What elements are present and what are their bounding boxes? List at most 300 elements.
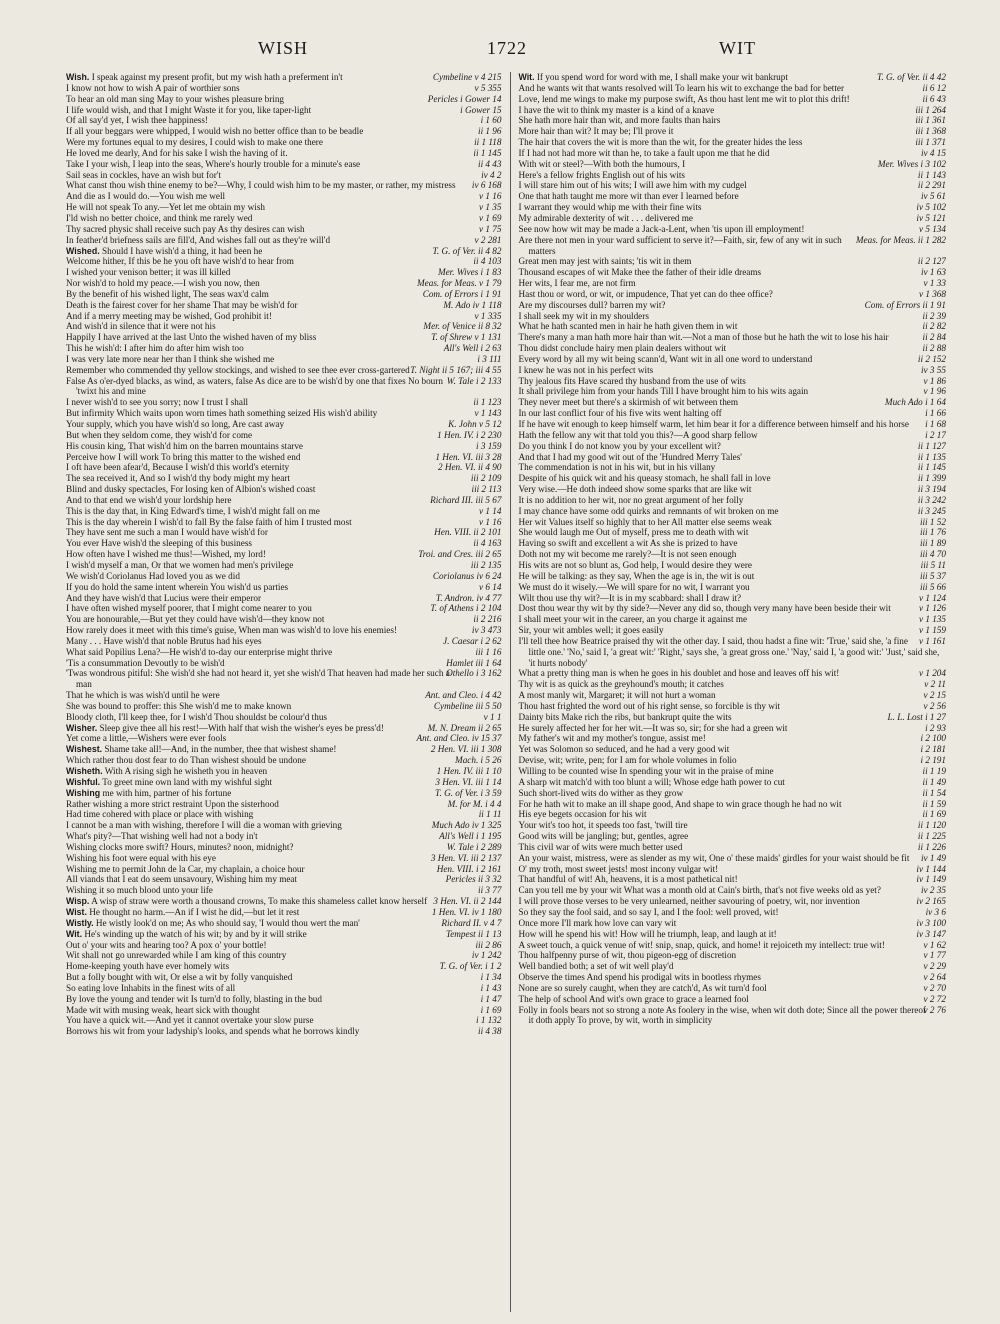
entry-reference: ii 4 38 [478, 1026, 502, 1037]
concordance-entry [66, 929, 502, 940]
entry-headword: Wished. [66, 245, 100, 256]
concordance-entry [66, 1005, 502, 1016]
entry-reference: ii 1 49 [922, 776, 946, 787]
concordance-entry [66, 462, 502, 473]
entry-reference: Pericles i Gower 14 [427, 93, 502, 104]
entry-quotation: To greet mine own land with my wishful sight [102, 776, 273, 787]
concordance-entry [66, 712, 502, 723]
concordance-entry [519, 712, 947, 723]
entry-quotation: You ever Have wish'd the sleeping of this business [66, 538, 252, 549]
entry-quotation: And wish'd in silence that it were not his [66, 321, 216, 332]
entry-reference: ii 2 216 [473, 614, 502, 625]
entry-quotation: Wilt thou use thy wit?—It is in my scabbard: shall I draw it? [518, 592, 742, 603]
entry-reference: 3 Hen. VI. ii 2 144 [433, 896, 502, 907]
entry-reference: ii 2 39 [922, 310, 946, 321]
entry-quotation: This he wish'd: I after him do after him wish too [66, 343, 244, 354]
entry-quotation: How rarely does it meet with this time's guise, When man was wish'd to love his enemies! [66, 625, 398, 636]
entry-quotation: I speak against my present profit, but my wish hath a preferment in't [91, 72, 343, 82]
entry-quotation: I oft have been afear'd, Because I wish'd this world's eternity [66, 462, 290, 473]
entry-quotation: What canst thou wish thine enemy to be?—Why, I could wish him to be my master, or rather, my mistress [66, 180, 456, 191]
concordance-entry [66, 853, 502, 864]
entry-reference: ii 1 59 [922, 798, 946, 809]
entry-quotation: Are my discourses dull? barren my wit? [518, 299, 666, 310]
entry-quotation: To hear an old man sing May to your wishes pleasure bring [66, 93, 285, 104]
concordance-entry [519, 809, 947, 820]
concordance-entry [519, 170, 947, 181]
entry-quotation: Remember who commended thy yellow stockings, and wished to see thee ever cross-gartered [66, 364, 410, 375]
concordance-entry [519, 419, 947, 430]
concordance-entry [66, 723, 502, 734]
entry-reference: i 1 47 [480, 993, 502, 1004]
concordance-entry [519, 614, 947, 625]
concordance-entry [66, 408, 502, 419]
entry-quotation: He will not speak To any.—Yet let me obtain my wish [66, 202, 265, 213]
entry-reference: ii 1 11 [478, 809, 502, 820]
concordance-entry [66, 397, 502, 408]
entry-quotation: What a pretty thing man is when he goes in his doublet and hose and leaves off his wit! [518, 668, 840, 679]
concordance-entry [66, 148, 502, 159]
entry-reference: iv 2 165 [916, 896, 946, 907]
concordance-entry [66, 256, 502, 267]
entry-quotation: Willing to be counted wise In spending your wit in the praise of mine [518, 766, 774, 776]
entry-reference: ii 1 399 [917, 473, 946, 484]
entry-reference: v 2 64 [923, 972, 946, 983]
entry-reference: iv 3 100 [916, 917, 946, 928]
entry-quotation: Were my fortunes equal to my desires, I could wish to make one there [66, 137, 323, 148]
entry-reference: iv 3 6 [925, 906, 946, 917]
entry-reference: ii 2 291 [917, 180, 946, 191]
entry-quotation: Here's a fellow frights English out of his wits [518, 169, 685, 180]
entry-reference: v 1 204 [918, 668, 946, 679]
entry-quotation: I wished your venison better; it was ill killed [66, 267, 231, 278]
entry-reference: iii 2 86 [475, 939, 502, 950]
concordance-entry [519, 799, 947, 810]
entry-headword: Wist. [66, 906, 87, 917]
entry-reference: Cymbeline iii 5 50 [433, 700, 502, 711]
entry-reference: ii 2 84 [922, 332, 946, 343]
right-column [510, 72, 947, 1312]
concordance-entry [519, 766, 947, 777]
concordance-entry [519, 755, 947, 766]
entry-quotation: Blind and dusky spectacles, For losing ken of Albion's wished coast [66, 484, 316, 495]
entry-reference: v 2 15 [923, 690, 946, 701]
entry-quotation: By love the young and tender wit Is turn'd to folly, blasting in the bud [66, 993, 322, 1004]
entry-quotation: Wit shall not go unrewarded while I am king of this country [66, 950, 287, 961]
concordance-entry [66, 799, 502, 810]
entry-quotation: Sail seas in cockles, have an wish but for't [66, 169, 221, 180]
entry-reference: v 1 124 [918, 592, 946, 603]
concordance-entry [66, 940, 502, 951]
entry-reference: iii 1 52 [919, 516, 946, 527]
entry-reference: ii 3 242 [917, 494, 946, 505]
entry-reference: iii 4 70 [919, 549, 946, 560]
concordance-entry [66, 180, 502, 191]
entry-quotation: Can you tell me by your wit What was a month old at Cain's birth, that's not five weeks old as yet? [518, 885, 881, 896]
entry-reference: i 1 43 [480, 982, 502, 993]
entry-reference: v 2 70 [923, 982, 946, 993]
concordance-entry [519, 224, 947, 235]
concordance-entry [66, 365, 502, 376]
concordance-entry [66, 527, 502, 538]
entry-quotation: Devise, wit; write, pen; for I am for whole volumes in folio [518, 755, 737, 766]
entry-reference: i 1 66 [925, 408, 946, 419]
entry-quotation: Had time cohered with place or place with wishing [66, 809, 254, 820]
entry-reference: i 1 132 [475, 1015, 502, 1026]
concordance-entry [519, 473, 947, 484]
concordance-entry [519, 267, 947, 278]
entry-quotation: I have often wished myself poorer, that I might come nearer to you [66, 603, 312, 614]
entry-reference: 1 Hen. IV. iii 1 10 [436, 766, 502, 776]
entry-quotation: Thou hast frighted the word out of his right sense, so forcible is thy wit [518, 700, 781, 711]
entry-quotation: An your waist, mistress, were as slender as my wit, One o' these maids' girdles for your waist should be fit [518, 852, 910, 863]
entry-reference: v 1 96 [923, 386, 946, 397]
concordance-entry [66, 571, 502, 582]
entry-reference: i 2 100 [920, 733, 946, 744]
entry-reference: Tempest ii 1 13 [445, 928, 502, 939]
concordance-entry [66, 593, 502, 604]
concordance-entry [519, 278, 947, 289]
entry-quotation: Her wits, I fear me, are not firm [518, 278, 636, 289]
entry-quotation: Dost thou wear thy wit by thy side?—Never any did so, though very many have been beside their wit [518, 603, 891, 614]
concordance-entry [66, 170, 502, 181]
entry-reference: i 1 69 [480, 1004, 502, 1015]
entry-quotation: Folly in fools bears not so strong a note As foolery in the wise, when wit doth dote; Since all the power thereof it doth apply To prove, by wit, worth in simplicity [518, 1004, 926, 1026]
entry-quotation: I life would wish, and that I might Waste it for you, like taper-light [66, 104, 312, 115]
concordance-entry [66, 115, 502, 126]
left-column [66, 72, 502, 1312]
concordance-entry [519, 603, 947, 614]
concordance-entry [519, 126, 947, 137]
concordance-entry [519, 72, 947, 83]
entry-quotation: But when they seldom come, they wish'd for come [66, 429, 253, 440]
entry-quotation: With A rising sigh he wisheth you in heaven [104, 766, 268, 776]
concordance-entry [66, 267, 502, 278]
concordance-entry [66, 1015, 502, 1026]
concordance-entry [519, 560, 947, 571]
concordance-entry [519, 625, 947, 636]
entry-reference: ii 1 118 [474, 137, 502, 148]
entry-reference: Troi. and Cres. iii 2 65 [418, 549, 502, 560]
entry-quotation: Once more I'll mark how love can vary wit [518, 917, 677, 928]
entry-quotation: My admirable dexterity of wit . . . delivered me [518, 212, 694, 223]
concordance-entry [519, 918, 947, 929]
entry-quotation: We must do it wisely.—We will spare for no wit, I warrant you [518, 581, 750, 592]
concordance-entry [66, 744, 502, 755]
concordance-entry [66, 311, 502, 322]
entry-quotation: I will stare him out of his wits; I will awe him with my cudgel [518, 180, 747, 191]
entry-quotation: His wits are not so blunt as, God help, I would desire they were [518, 559, 752, 570]
entry-quotation: I cannot be a man with wishing, therefore I will die a woman with grieving [66, 820, 342, 831]
entry-reference: ii 1 123 [473, 397, 502, 408]
entry-reference: v 1 35 [479, 202, 502, 213]
entry-reference: i 2 93 [925, 722, 946, 733]
entry-quotation: Observe the times And spend his prodigal wits in bootless rhymes [518, 972, 761, 983]
concordance-entry [66, 289, 502, 300]
entry-reference: iv 1 242 [471, 950, 502, 961]
entry-reference: iv 3 55 [920, 364, 946, 375]
concordance-entry [519, 202, 947, 213]
concordance-entry [66, 820, 502, 831]
entry-quotation: In our last conflict four of his five wits went halting off [518, 408, 722, 419]
concordance-entry [66, 961, 502, 972]
entry-reference: Com. of Errors ii 1 91 [864, 299, 946, 310]
entry-quotation: What said Popilius Lena?—He wish'd to-day our enterprise might thrive [66, 646, 333, 657]
concordance-entry [519, 289, 947, 300]
concordance-entry [519, 343, 947, 354]
entry-quotation: A sweet touch, a quick venue of wit! snip, snap, quick, and home! it rejoiceth my intellect: true wit! [518, 939, 885, 950]
entry-quotation: How will he spend his wit! How will he triumph, leap, and laugh at it! [518, 928, 777, 939]
entry-reference: iv 6 168 [471, 180, 502, 191]
concordance-entry [519, 495, 947, 506]
concordance-entry [519, 137, 947, 148]
entry-quotation: This is the day that, in King Edward's time, I wish'd might fall on me [66, 505, 320, 516]
entry-reference: v 2 76 [923, 1004, 946, 1015]
entry-reference: ii 6 12 [922, 82, 946, 93]
concordance-entry [66, 159, 502, 170]
entry-reference: L. L. Lost i 1 27 [887, 711, 946, 722]
entry-quotation: Sir, your wit ambles well; it goes easily [518, 625, 664, 636]
entry-reference: i 2 181 [920, 744, 946, 755]
entry-reference: K. John v 5 12 [448, 419, 502, 429]
entry-quotation: Thy sacred physic shall receive such pay As thy desires can wish [66, 223, 305, 234]
entry-reference: ii 1 96 [478, 126, 502, 137]
entry-quotation: Happily I have arrived at the last Unto the wished haven of my bliss [66, 332, 317, 343]
entry-reference: v 1 143 [474, 408, 502, 419]
concordance-entry [519, 831, 947, 842]
concordance-entry [66, 94, 502, 105]
entry-reference: T. G. of Ver. i 3 59 [435, 787, 502, 798]
concordance-entry [519, 690, 947, 701]
concordance-entry [519, 874, 947, 885]
concordance-entry [66, 777, 502, 788]
concordance-entry [519, 376, 947, 387]
entry-reference: iii 1 76 [919, 527, 946, 538]
entry-quotation: All viands that I eat do seem unsavoury, Wishing him my meat [66, 874, 298, 885]
entry-quotation: 'Twas wondrous pitiful: She wish'd she had not heard it, yet she wish'd That heaven had made her such a man [66, 668, 450, 690]
concordance-entry [66, 603, 502, 614]
entry-reference: v 1 135 [918, 614, 946, 625]
concordance-entry [519, 907, 947, 918]
entry-quotation: Very wise.—He doth indeed show some sparks that are like wit [518, 484, 752, 495]
concordance-entry [519, 180, 947, 191]
concordance-entry [519, 788, 947, 799]
concordance-entry [66, 983, 502, 994]
entry-reference: iv 5 102 [916, 202, 946, 213]
entry-reference: v 1 77 [923, 950, 946, 961]
entry-quotation: Sleep give thee all his rest!—With half that wish the wisher's eyes be press'd! [99, 722, 384, 733]
concordance-entry [66, 83, 502, 94]
entry-reference: v 2 56 [923, 700, 946, 711]
entry-reference: ii 6 43 [922, 93, 946, 104]
entry-quotation: His cousin king, That wish'd him on the barren mountains starve [66, 440, 304, 451]
entry-reference: iii 5 66 [919, 581, 946, 592]
entry-quotation: Welcome hither, If this be he you oft have wish'd to hear from [66, 256, 294, 267]
concordance-entry [519, 679, 947, 690]
entry-quotation: We wish'd Coriolanus Had loved you as we did [66, 570, 240, 581]
concordance-entry [519, 213, 947, 224]
entry-quotation: The help of school And wit's own grace to grace a learned fool [518, 993, 749, 1004]
entry-quotation: Yet was Solomon so seduced, and he had a very good wit [518, 744, 730, 755]
entry-quotation: Wishing it so much blood unto your life [66, 885, 213, 896]
entry-reference: v 1 335 [474, 310, 502, 321]
entry-reference: v 1 368 [918, 288, 946, 299]
entry-quotation: If I had not had more wit than he, to take a fault upon me that he did [518, 147, 770, 158]
entry-reference: iii 1 264 [915, 104, 946, 115]
concordance-entry [66, 668, 502, 690]
concordance-entry [519, 853, 947, 864]
concordance-entry [519, 701, 947, 712]
concordance-entry [519, 354, 947, 365]
entry-quotation: I wish'd myself a man, Or that we women had men's privilege [66, 559, 294, 570]
concordance-entry [519, 885, 947, 896]
entry-quotation: Should I have wish'd a thing, it had been he [101, 245, 263, 256]
entry-reference: Coriolanus iv 6 24 [432, 570, 502, 581]
entry-reference: Com. of Errors i 1 91 [422, 288, 502, 299]
entry-quotation: False As o'er-dyed blacks, as wind, as waters, false As dice are to be wish'd by one that fixes No bourn 'twixt his and mine [66, 375, 443, 397]
concordance-entry [66, 376, 502, 398]
entry-reference: iii 2 109 [470, 473, 502, 484]
entry-reference: ii 1 54 [922, 787, 946, 798]
entry-reference: T. G. of Ver. ii 4 42 [877, 72, 946, 82]
entry-quotation: Your supply, which you have wish'd so long, Are cast away [66, 419, 285, 429]
concordance-entry [66, 864, 502, 875]
entry-reference: v 2 281 [474, 234, 502, 245]
entry-reference: ii 1 226 [917, 841, 946, 852]
entry-reference: Cymbeline v 4 215 [432, 72, 502, 82]
entry-quotation: Love, lend me wings to make my purpose swift, As thou hast lent me wit to plot this drift! [518, 93, 850, 104]
concordance-entry [66, 549, 502, 560]
entry-headword: Wishing [66, 787, 101, 798]
concordance-entry [66, 419, 502, 430]
entry-quotation: I was very late more near her than I think she wished me [66, 353, 275, 364]
concordance-entry [519, 593, 947, 604]
concordance-entry [66, 842, 502, 853]
concordance-entry [519, 842, 947, 853]
entry-quotation: He thought no harm.—An if I wist he did,—but let it rest [89, 906, 300, 917]
entry-headword: Wit. [66, 928, 83, 939]
entry-quotation: I'll tell thee how Beatrice praised thy wit the other day. I said, thou hadst a fine wit: 'True,' said she, 'a fine little one.' 'No,' said I, 'a great wit:' 'Right,' says she, 'a great gross one.' 'Nay,' said I, 'a good wit:' 'Just,' said she, 'it hurts nobody' [518, 635, 940, 668]
entry-reference: ii 1 145 [473, 147, 502, 158]
entry-quotation: I warrant they would whip me with their fine wits [518, 202, 702, 213]
entry-reference: iv 4 15 [920, 147, 946, 158]
concordance-entry [519, 311, 947, 322]
entry-reference: iv 2 35 [920, 885, 946, 896]
entry-quotation: He wistly look'd on me; As who should say, 'I would thou wert the man' [95, 917, 360, 928]
concordance-entry [519, 462, 947, 473]
entry-reference: Hamlet iii 1 64 [446, 657, 502, 668]
entry-reference: v 5 355 [474, 82, 502, 93]
entry-reference: All's Well i 2 63 [443, 343, 502, 354]
entry-quotation: Bloody cloth, I'll keep thee, for I wish'd Thou shouldst be colour'd thus [66, 711, 327, 722]
entry-reference: ii 2 152 [917, 353, 946, 364]
entry-quotation: In feather'd briefness sails are fill'd, And wishes fall out as they're will'd [66, 234, 331, 245]
entry-quotation: You have a quick wit.—And yet it cannot overtake your slow purse [66, 1015, 314, 1026]
concordance-entry [66, 126, 502, 137]
concordance-entry [66, 647, 502, 658]
entry-reference: ii 1 135 [917, 451, 946, 462]
entry-quotation: A sharp wit match'd with too blunt a will; Whose edge hath power to cut [518, 776, 785, 787]
entry-quotation: Thy wit is as quick as the greyhound's mouth; it catches [518, 679, 724, 690]
entry-quotation: me with him, partner of his fortune [102, 787, 232, 798]
entry-quotation: For he hath wit to make an ill shape good, And shape to win grace though he had no wit [518, 798, 842, 809]
concordance-entry [519, 733, 947, 744]
concordance-entry [519, 777, 947, 788]
entry-quotation: There's many a man hath more hair than wit.—Not a man of those but he hath the wit to lose his hair [518, 332, 889, 343]
concordance-entry [66, 354, 502, 365]
entry-quotation: So they say the fool said, and so say I, and I the fool: well proved, wit! [518, 906, 779, 917]
entry-quotation: Which rather thou dost fear to do Than wishest should be undone [66, 755, 306, 766]
entry-quotation: Nor wish'd to hold my peace.—I wish you now, then [66, 278, 260, 289]
concordance-entry [66, 950, 502, 961]
concordance-entry [66, 300, 502, 311]
entry-quotation: That he which is was wish'd until he were [66, 690, 220, 701]
entry-reference: All's Well i 1 195 [439, 831, 502, 842]
entry-quotation: And die as I would do.—You wish me well [66, 191, 226, 202]
entry-headword: Wisheth. [66, 766, 103, 776]
entry-quotation: If you do hold the same intent wherein You wish'd us parties [66, 581, 289, 592]
entry-quotation: My father's wit and my mother's tongue, assist me! [518, 733, 706, 744]
entry-reference: v 1 86 [923, 375, 946, 386]
entry-reference: iii 1 16 [475, 646, 502, 657]
entry-reference: ii 1 225 [917, 831, 946, 842]
entry-reference: T. of Shrew v 1 131 [431, 332, 502, 343]
concordance-entry [66, 343, 502, 354]
entry-reference: ii 2 82 [922, 321, 946, 332]
concordance-entry [66, 625, 502, 636]
concordance-entry [66, 506, 502, 517]
concordance-entry [519, 744, 947, 755]
entry-quotation: Thy jealous fits Have scared thy husband from the use of wits [518, 375, 746, 386]
entry-quotation: Out o' your wits and hearing too? A pox o' your bottle! [66, 939, 267, 950]
entry-quotation: But infirmity Which waits upon worn times hath something seized His wish'd ability [66, 408, 378, 419]
entry-quotation: Thousand escapes of wit Make thee the father of their idle dreams [518, 267, 762, 278]
concordance-entry [519, 896, 947, 907]
entry-quotation: They have sent me such a man I would have wish'd for [66, 527, 268, 538]
entry-quotation: Your wit's too hot, it speeds too fast, 'twill tire [518, 820, 688, 831]
concordance-entry [66, 517, 502, 528]
entry-quotation: With wit or steel?—With both the humours, I [518, 158, 686, 169]
entry-reference: v 6 14 [479, 581, 502, 592]
entry-quotation: Hath the fellow any wit that told you this?—A good sharp fellow [518, 429, 758, 440]
entry-quotation: One that hath taught me more wit than ever I learned before [518, 191, 739, 202]
concordance-entry [519, 538, 947, 549]
concordance-entry [519, 386, 947, 397]
entry-reference: Hen. VIII. i 2 161 [436, 863, 502, 874]
concordance-entry [519, 571, 947, 582]
concordance-entry [519, 549, 947, 560]
entry-quotation: Thou didst conclude hairy men plain dealers without wit [518, 343, 727, 354]
entry-quotation: His eye begets occasion for his wit [518, 809, 647, 820]
entry-reference: Richard II. v 4 7 [441, 917, 502, 928]
header-right-word: WIT [719, 38, 756, 58]
entry-quotation: Do you think I do not know you by your excellent wit? [518, 440, 721, 451]
entry-reference: i 1 34 [480, 972, 502, 983]
entry-reference: ii 1 145 [917, 462, 946, 473]
entry-reference: Mer. Wives i 1 83 [437, 267, 502, 278]
entry-reference: Hen. VIII. ii 2 101 [434, 527, 502, 538]
entry-headword: Wishful. [66, 776, 101, 787]
entry-reference: Ant. and Cleo. i 4 42 [425, 690, 502, 701]
entry-reference: M. for M. i 4 4 [447, 798, 502, 809]
concordance-entry [66, 994, 502, 1005]
entry-quotation: But a folly bought with wit, Or else a wit by folly vanquished [66, 972, 293, 983]
entry-quotation: And he wants wit that wants resolved will To learn his wit to exchange the bad for better [518, 82, 845, 93]
entry-quotation: And if a merry meeting may be wished, God prohibit it! [66, 310, 272, 321]
entry-reference: v 1 1 [483, 711, 502, 722]
entry-quotation: Shame take all!—And, in the number, thee that wishest shame! [104, 744, 337, 755]
entry-quotation: If you spend word for word with me, I shall make your wit bankrupt [536, 72, 788, 82]
entry-quotation: Are there not men in your ward sufficient to serve it?—Faith, sir, few of any wit in such matters [518, 234, 842, 256]
